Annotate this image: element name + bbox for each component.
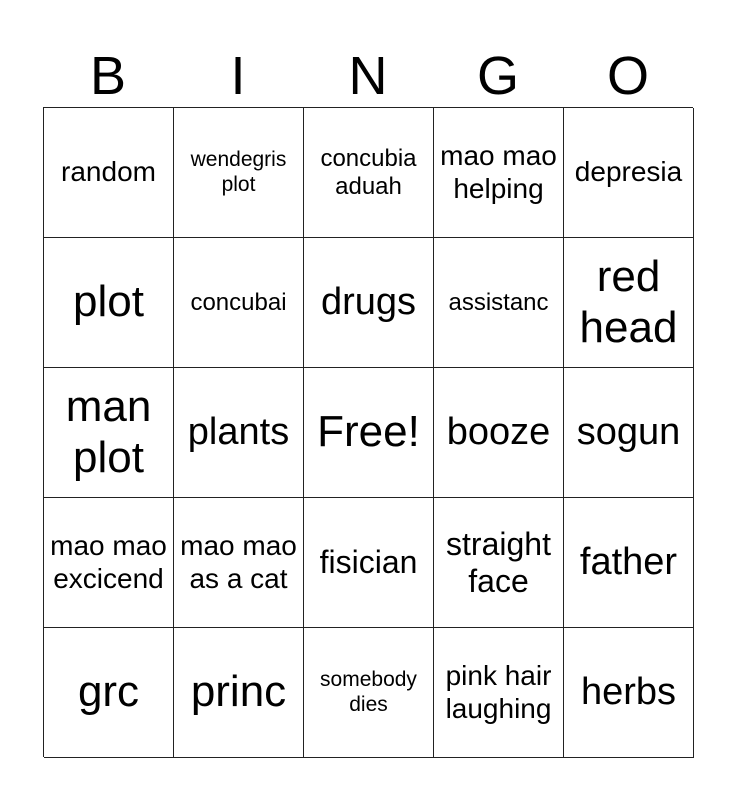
bingo-cell-r1c4[interactable] bbox=[434, 108, 564, 238]
cell-label: mao mao excicend bbox=[50, 530, 167, 594]
cell-label: concubia aduah bbox=[320, 144, 417, 200]
cell-label: assistanc bbox=[448, 288, 549, 316]
bingo-cell-r5c4[interactable] bbox=[434, 628, 564, 758]
bingo-cell-r3c1[interactable] bbox=[44, 368, 174, 498]
cell-label: straight face bbox=[446, 525, 551, 599]
bingo-board bbox=[43, 107, 693, 757]
cell-label: sogun bbox=[576, 410, 681, 453]
cell-label: random bbox=[61, 156, 156, 188]
cell-label: grc bbox=[77, 667, 140, 717]
cell-label: drugs bbox=[320, 280, 417, 323]
cell-label: father bbox=[579, 540, 678, 583]
cell-label: plot bbox=[73, 277, 144, 327]
cell-label: somebody dies bbox=[320, 668, 417, 716]
bingo-cell-r1c1[interactable] bbox=[44, 108, 174, 238]
cell-label: booze bbox=[446, 410, 551, 453]
cell-label: herbs bbox=[580, 670, 677, 713]
bingo-cell-r2c5[interactable] bbox=[564, 238, 694, 368]
bingo-cell-r5c1[interactable] bbox=[44, 628, 174, 758]
bingo-cell-r2c4[interactable] bbox=[434, 238, 564, 368]
bingo-cell-r2c2[interactable] bbox=[174, 238, 304, 368]
cell-label: pink hair laughing bbox=[445, 660, 552, 724]
header-letter-i: I bbox=[230, 46, 246, 106]
bingo-cell-r5c2[interactable] bbox=[174, 628, 304, 758]
bingo-cell-r5c3[interactable] bbox=[304, 628, 434, 758]
bingo-cell-free[interactable] bbox=[304, 368, 434, 498]
bingo-cell-r4c2[interactable] bbox=[174, 498, 304, 628]
header-letter-g: G bbox=[476, 46, 519, 106]
bingo-cell-r1c3[interactable] bbox=[304, 108, 434, 238]
bingo-cell-r5c5[interactable] bbox=[564, 628, 694, 758]
cell-label: princ bbox=[190, 667, 287, 717]
bingo-cell-r3c4[interactable] bbox=[434, 368, 564, 498]
cell-label: mao mao as a cat bbox=[180, 530, 297, 594]
bingo-cell-r4c5[interactable] bbox=[564, 498, 694, 628]
cell-label: wendegris plot bbox=[190, 148, 287, 196]
bingo-cell-r1c5[interactable] bbox=[564, 108, 694, 238]
bingo-cell-r1c2[interactable] bbox=[174, 108, 304, 238]
bingo-cell-r2c1[interactable] bbox=[44, 238, 174, 368]
cell-label: concubai bbox=[190, 288, 287, 316]
bingo-cell-r2c3[interactable] bbox=[304, 238, 434, 368]
cell-label: mao mao helping bbox=[440, 140, 557, 204]
header-letter-o: O bbox=[606, 46, 649, 106]
cell-label: plants bbox=[187, 410, 290, 453]
bingo-cell-r4c3[interactable] bbox=[304, 498, 434, 628]
header-letter-n: N bbox=[348, 46, 388, 106]
cell-label: fisician bbox=[319, 544, 418, 581]
cell-label: depresia bbox=[574, 156, 683, 188]
bingo-cell-r3c2[interactable] bbox=[174, 368, 304, 498]
cell-label: man plot bbox=[65, 381, 152, 482]
bingo-cell-r4c1[interactable] bbox=[44, 498, 174, 628]
header-letter-b: B bbox=[89, 46, 127, 106]
cell-label: red head bbox=[579, 251, 678, 352]
bingo-cell-r4c4[interactable] bbox=[434, 498, 564, 628]
bingo-cell-r3c5[interactable] bbox=[564, 368, 694, 498]
free-space-label: Free! bbox=[317, 407, 420, 457]
bingo-header bbox=[43, 44, 693, 108]
